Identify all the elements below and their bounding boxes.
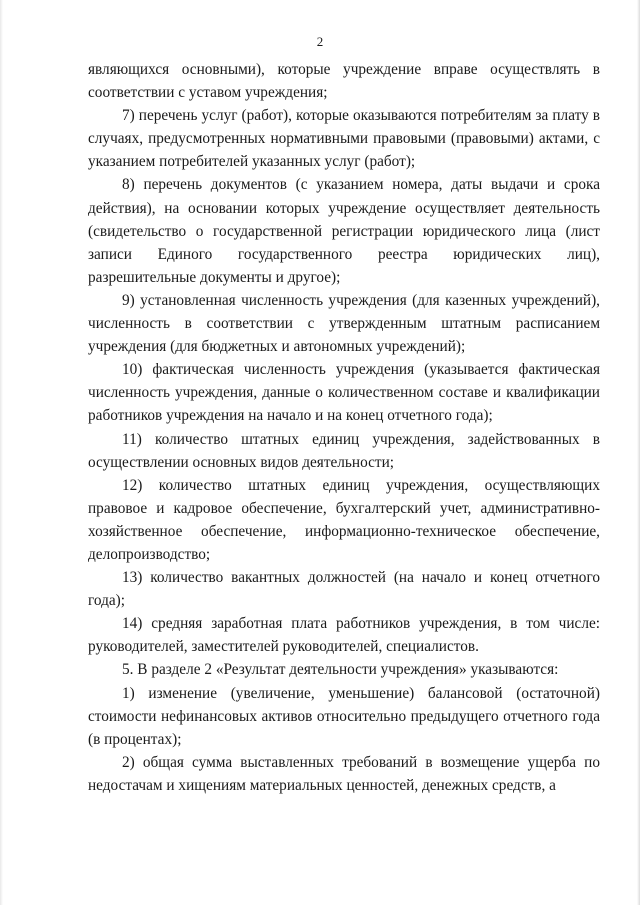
paragraph-item-9: 9) установленная численность учреждения (для казенных учреждений), численность в соответствии с утвержденным штатным расписанием учреждения (для бюджетных и автономных учреждений); <box>88 291 600 356</box>
scan-edge-left <box>0 0 3 905</box>
document-body <box>88 58 600 797</box>
paragraph-item-7: 7) перечень услуг (работ), которые оказываются потребителям за плату в случаях, предусмотренных нормативными правовыми (правовыми) актами, с указанием потребителей указанных услуг (работ); <box>88 107 600 171</box>
paragraph-item-10: 10) фактическая численность учреждения (указывается фактическая численность учреждения, данные о количественном составе и квалификации работников учреждения на начало и на конец отчетного года); <box>88 361 600 425</box>
page-number: 2 <box>316 34 324 49</box>
paragraph-sub-item-1: 1) изменение (увеличение, уменьшение) балансовой (остаточной) стоимости нефинансовых активов относительно предыдущего отчетного года (в процентах); <box>88 684 600 748</box>
paragraph-item-12: 12) количество штатных единиц учреждения, осуществляющих правовое и кадровое обеспечение, бухгалтерский учет, административно-хозяйственное обеспечение, информационно-техническое обеспечение, делопроизводство; <box>88 476 600 563</box>
paragraph-item-8: 8) перечень документов (с указанием номера, даты выдачи и срока действия), на основании которых учреждение осуществляет деятельность (свидетельство о государственной регистрации юридического лица (лист записи Единого государственного реестра юридических лиц), разрешительные документы и другое); <box>88 176 600 286</box>
paragraph-item-13: 13) количество вакантных должностей (на начало и конец отчетного года); <box>88 569 600 610</box>
paragraph-item-14: 14) средняя заработная плата работников учреждения, в том числе: руководителей, заместителей руководителей, специалистов. <box>88 615 600 656</box>
paragraph-section-5: 5. В разделе 2 «Результат деятельности учреждения» указываются: <box>122 661 559 679</box>
paragraph-continuation: являющихся основными), которые учреждение вправе осуществлять в соответствии с уставом учреждения; <box>88 61 600 102</box>
paragraph-sub-item-2: 2) общая сумма выставленных требований в возмещение ущерба по недостачам и хищениям материальных ценностей, денежных средств, а <box>88 753 600 794</box>
paragraph-item-11: 11) количество штатных единиц учреждения, задействованных в осуществлении основных видов деятельности; <box>88 430 600 471</box>
